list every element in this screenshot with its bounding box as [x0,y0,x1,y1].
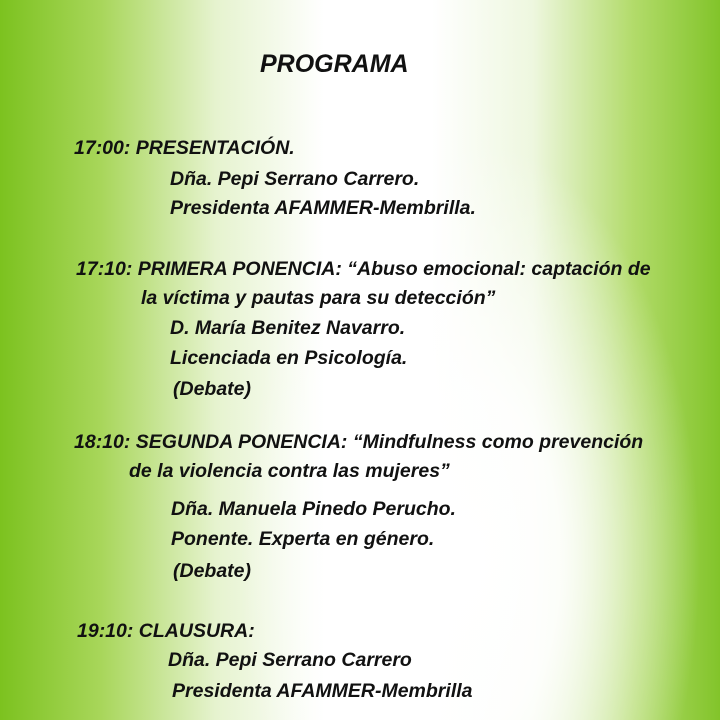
speaker-name: Dña. Manuela Pinedo Perucho. [171,498,456,520]
speaker-name: D. María Benitez Navarro. [170,317,406,339]
speaker-role: Licenciada en Psicología. [170,347,408,369]
debate-note: (Debate) [173,560,252,582]
speaker-name: Dña. Pepi Serrano Carrero [168,649,412,671]
section-heading-continuation: la víctima y pautas para su detección” [141,287,496,309]
section-heading-continuation: de la violencia contra las mujeres” [129,460,450,482]
speaker-name: Dña. Pepi Serrano Carrero. [170,168,420,190]
speaker-role: Presidenta AFAMMER-Membrilla. [170,197,476,219]
section-heading-presentacion: 17:00: PRESENTACIÓN. [74,137,295,159]
section-heading-segunda-ponencia: 18:10: SEGUNDA PONENCIA: “Mindfulness como prevención [74,431,644,453]
section-heading-primera-ponencia: 17:10: PRIMERA PONENCIA: “Abuso emocional: captación de [76,258,651,280]
debate-note: (Debate) [173,378,252,400]
speaker-role: Ponente. Experta en género. [171,528,435,550]
speaker-role: Presidenta AFAMMER-Membrilla [172,680,473,702]
page-title: PROGRAMA [260,50,409,78]
section-heading-clausura: 19:10: CLAUSURA: [77,620,255,642]
